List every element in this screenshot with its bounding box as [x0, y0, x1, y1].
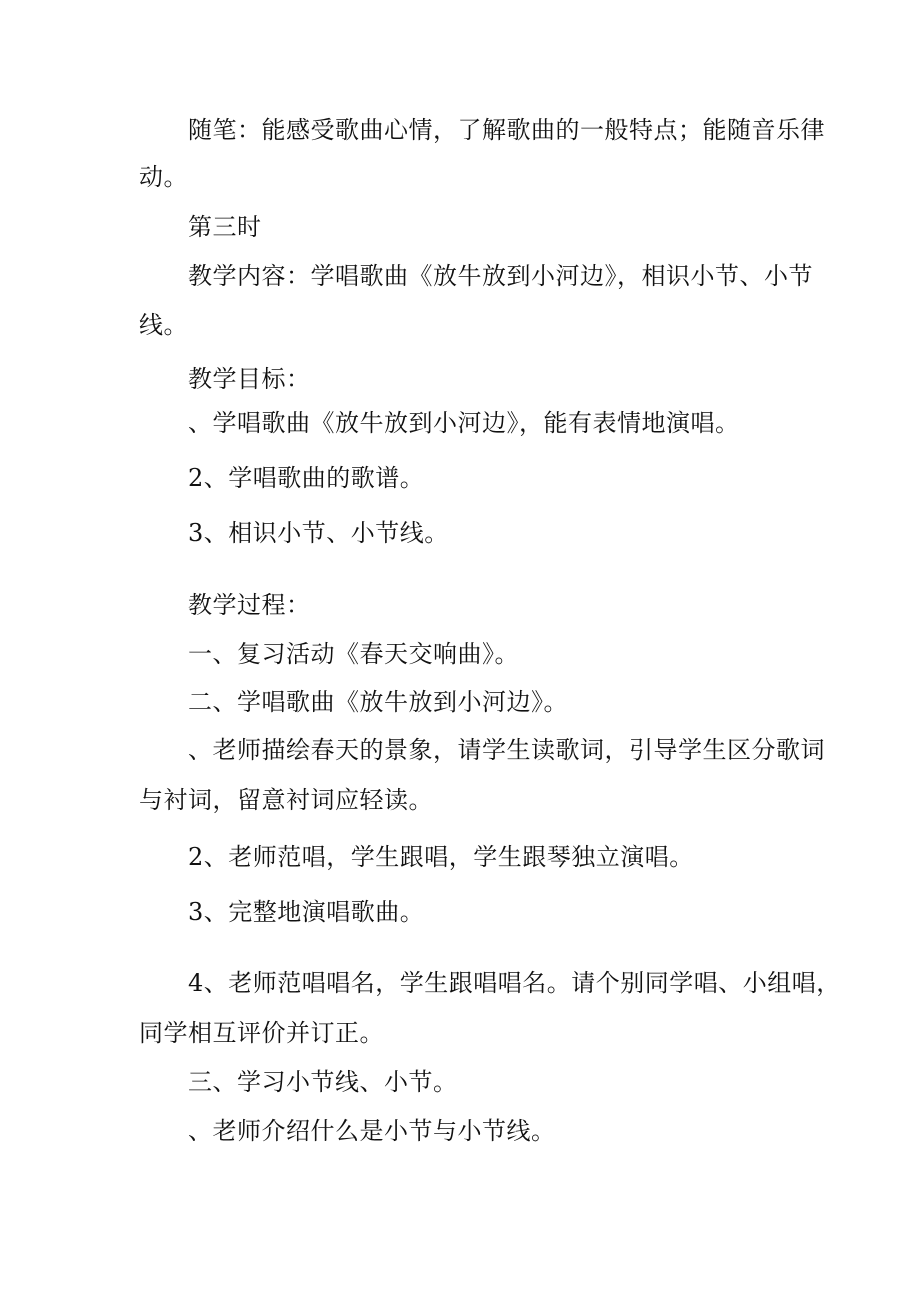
list-item: 4、老师范唱唱名，学生跟唱唱名。请个别同学唱、小组唱， — [188, 969, 841, 997]
list-item: 三、学习小节线、小节。 — [188, 1068, 458, 1096]
list-item: 2、老师范唱，学生跟唱，学生跟琴独立演唱。 — [188, 843, 694, 871]
list-item: 一、复习活动《春天交响曲》。 — [188, 640, 519, 668]
paragraph-line: 同学相互评价并订正。 — [139, 1019, 384, 1047]
list-item: 、老师描绘春天的景象，请学生读歌词，引导学生区分歌词 — [188, 736, 825, 764]
list-item: 2、学唱歌曲的歌谱。 — [188, 464, 425, 492]
paragraph-line: 线。 — [139, 311, 188, 339]
list-item: 、学唱歌曲《放牛放到小河边》，能有表情地演唱。 — [188, 409, 740, 437]
paragraph-line: 教学内容：学唱歌曲《放牛放到小河边》，相识小节、小节 — [188, 262, 813, 290]
list-item: 二、学唱歌曲《放牛放到小河边》。 — [188, 688, 568, 716]
section-heading: 教学目标： — [188, 365, 311, 393]
section-heading: 第三时 — [188, 213, 262, 241]
paragraph-line: 与衬词，留意衬词应轻读。 — [139, 786, 433, 814]
paragraph-line: 动。 — [139, 163, 188, 191]
section-heading: 教学过程： — [188, 591, 311, 619]
paragraph-line: 随笔：能感受歌曲心情，了解歌曲的一般特点；能随音乐律 — [188, 116, 825, 144]
list-item: 3、完整地演唱歌曲。 — [188, 898, 425, 926]
list-item: 3、相识小节、小节线。 — [188, 519, 449, 547]
list-item: 、老师介绍什么是小节与小节线。 — [188, 1117, 556, 1145]
